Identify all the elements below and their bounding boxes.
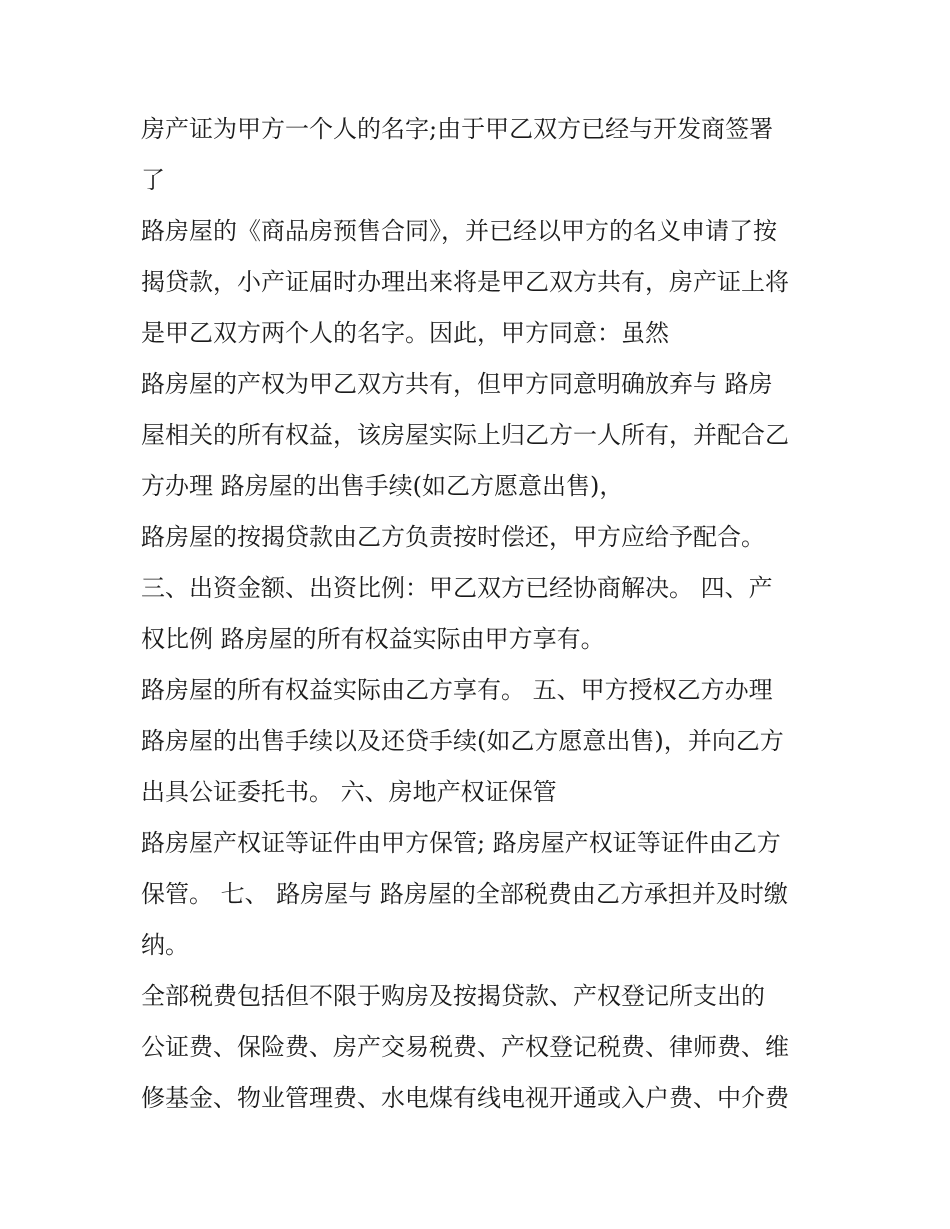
text-line: 揭贷款，小产证届时办理出来将是甲乙双方共有，房产证上将	[141, 268, 789, 296]
text-line: 权比例 路房屋的所有权益实际由甲方享有。	[141, 625, 605, 653]
text-line: 路房屋的出售手续以及还贷手续(如乙方愿意出售)，并向乙方	[141, 727, 784, 755]
text-line: 了	[141, 166, 165, 194]
text-line: 修基金、物业管理费、水电煤有线电视开通或入户费、中介费	[141, 1084, 789, 1112]
text-line: 纳。	[141, 931, 189, 959]
text-line: 保管。 七、 路房屋与 路房屋的全部税费由乙方承担并及时缴	[141, 880, 788, 908]
text-line: 方办理 路房屋的出售手续(如乙方愿意出售)，	[141, 472, 624, 500]
text-line: 屋相关的所有权益，该房屋实际上归乙方一人所有，并配合乙	[141, 421, 789, 449]
text-line: 路房屋产权证等证件由甲方保管; 路房屋产权证等证件由乙方	[141, 829, 781, 857]
text-line: 是甲乙双方两个人的名字。因此，甲方同意：虽然	[141, 319, 669, 347]
text-line: 公证费、保险费、房产交易税费、产权登记税费、律师费、维	[141, 1033, 789, 1061]
document-body	[141, 104, 841, 1124]
text-line: 路房屋的所有权益实际由乙方享有。 五、甲方授权乙方办理	[141, 676, 773, 704]
text-line: 全部税费包括但不限于购房及按揭贷款、产权登记所支出的	[141, 982, 765, 1010]
text-line: 房产证为甲方一个人的名字;由于甲乙双方已经与开发商签署	[141, 115, 774, 143]
text-line: 三、出资金额、出资比例：甲乙双方已经协商解决。 四、产	[141, 574, 773, 602]
text-line: 路房屋的产权为甲乙双方共有，但甲方同意明确放弃与 路房	[141, 370, 773, 398]
text-line: 路房屋的按揭贷款由乙方负责按时偿还，甲方应给予配合。	[141, 523, 765, 551]
text-line: 出具公证委托书。 六、房地产权证保管	[141, 778, 557, 806]
text-line: 路房屋的《商品房预售合同》，并已经以甲方的名义申请了按	[141, 217, 777, 245]
